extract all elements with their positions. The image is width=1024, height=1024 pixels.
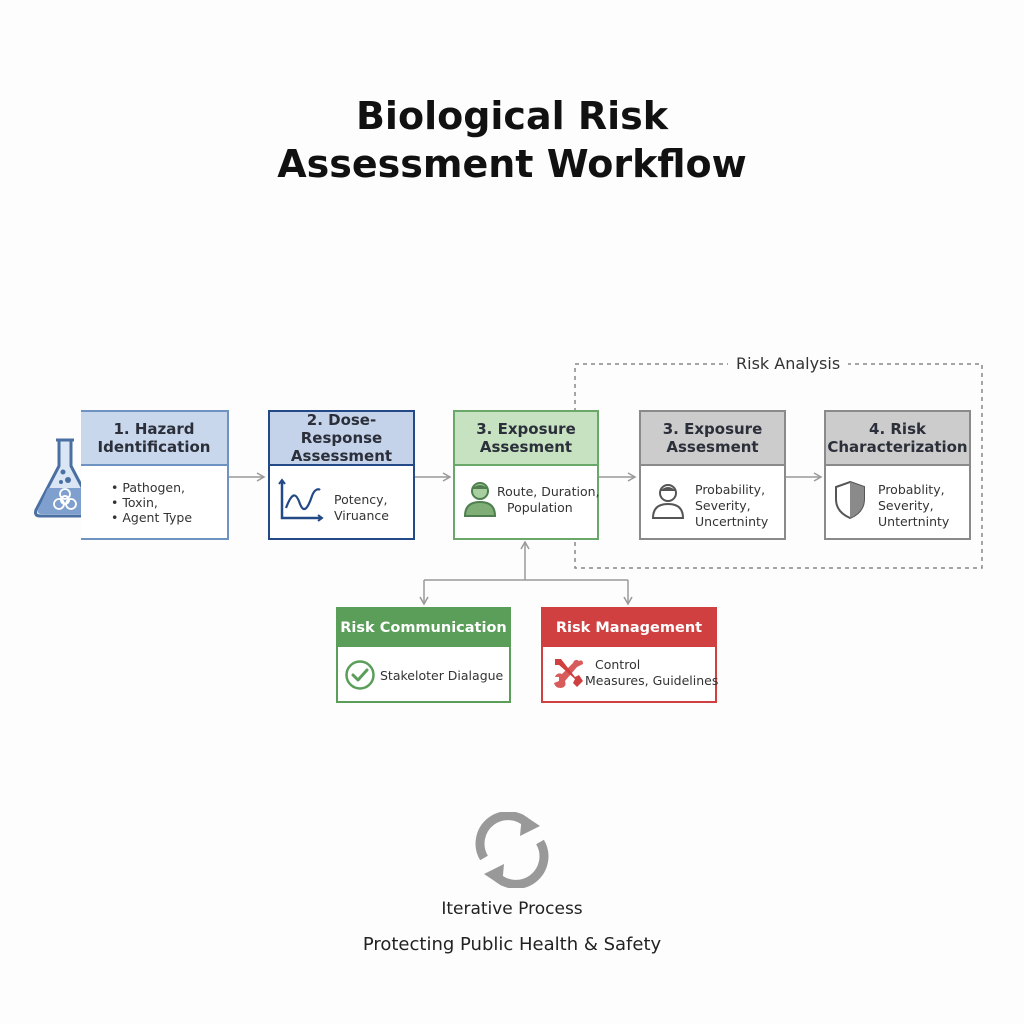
step-2-title-l2: Assessment — [290, 447, 393, 465]
list-item: • Agent Type — [111, 510, 192, 525]
risk-management-body-l2: Measures, Guidelines — [585, 673, 719, 688]
list-item: • Pathogen, — [111, 480, 192, 495]
step-5-body-l3: Untertninty — [878, 514, 950, 529]
step-3-title-l2: Assesment — [479, 438, 573, 456]
page-title-line-1: Biological Risk — [355, 94, 669, 138]
curve-graph-icon — [278, 478, 324, 522]
step-3-body-l1: Route, Duration, — [497, 484, 600, 499]
step-4-body-l1: Probability, — [695, 482, 766, 497]
step-5-body-l1: Probablity, — [878, 482, 945, 497]
step-1-title-l2: Identification — [97, 438, 211, 456]
page-title-line-2: Assessment Workflow — [277, 142, 747, 186]
list-item: • Toxin, — [111, 495, 192, 510]
wrench-screwdriver-icon — [551, 655, 585, 691]
step-4-body-l2: Severity, — [695, 498, 751, 513]
risk-communication-title: Risk Communication — [338, 609, 509, 647]
step-2-title-l1: 2. Dose-Response — [300, 411, 383, 447]
step-3-body-l2: Population — [507, 500, 573, 515]
cycle-arrows-icon — [470, 812, 554, 888]
step-4-body-l3: Uncertninty — [695, 514, 769, 529]
shield-icon — [834, 480, 866, 520]
step-2-body-l2: Viruance — [334, 508, 389, 523]
risk-communication-box — [336, 607, 511, 703]
person-icon — [463, 480, 497, 518]
step-risk-characterization — [824, 410, 971, 540]
step-exposure-assessment — [453, 410, 599, 540]
step-dose-response — [268, 410, 415, 540]
step-1-title-l1: 1. Hazard — [113, 420, 195, 438]
risk-management-box — [541, 607, 717, 703]
step-4-title-l1: 3. Exposure — [662, 420, 763, 438]
iterative-process-label: Iterative Process — [441, 899, 583, 919]
step-4-title-l2: Assesment — [666, 438, 759, 456]
risk-communication-body: Stakeloter Dialague — [380, 668, 504, 683]
check-circle-icon — [344, 659, 376, 691]
risk-management-title: Risk Management — [543, 609, 715, 647]
step-2-body-l1: Potency, — [334, 492, 388, 507]
step-exposure-assessment-2 — [639, 410, 786, 540]
step-3-title-l1: 3. Exposure — [476, 420, 576, 438]
step-5-body-l2: Severity, — [878, 498, 934, 513]
risk-analysis-label: Risk Analysis — [728, 354, 848, 373]
risk-management-body-l1: Control — [595, 657, 641, 672]
step-1-bullets — [111, 480, 192, 525]
step-5-title-l2: Characterization — [827, 438, 968, 456]
step-hazard-identification — [81, 410, 229, 540]
step-5-title-l1: 4. Risk — [869, 420, 926, 438]
tagline: Protecting Public Health & Safety — [362, 934, 662, 955]
person-outline-icon — [651, 482, 685, 520]
